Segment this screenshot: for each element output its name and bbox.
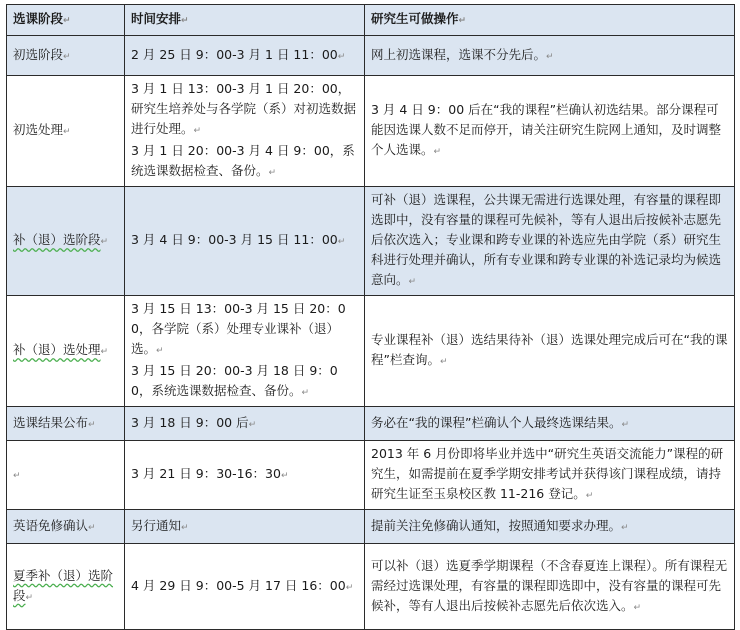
time-cell: 4 月 29 日 9：00-5 月 17 日 16：00↵ [125,544,365,630]
time-cell: 另行通知↵ [125,510,365,544]
time-cell: 3 月 15 日 13：00-3 月 15 日 20：00，各学院（系）处理专业课补（退）选。↵ 3 月 15 日 20：00-3 月 18 日 9：00，系统选课数据检查、备份。↵ [125,296,365,407]
table-row [7,510,735,544]
action-cell: 提前关注免修确认通知，按照通知要求办理。↵ [365,510,735,544]
time-cell: 3 月 1 日 13：00-3 月 1 日 20：00，研究生培养处与各学院（系）对初选数据进行处理。↵ 3 月 1 日 20：00-3 月 4 日 9：00，系统选课数据检查、备份。↵ [125,76,365,187]
action-cell: 可以补（退）选夏季学期课程（不含春夏连上课程）。所有课程无需经过选课处理，有容量的课程即选即中，没有容量的课程可先候补，等有人退出后按候补志愿先后依次选入。↵ [365,544,735,630]
table-row [7,544,735,630]
stage-cell: 补（退）选处理↵ [7,296,125,407]
header-row [7,5,735,36]
time-cell: 2 月 25 日 9：00-3 月 1 日 11：00↵ [125,36,365,76]
stage-cell: 初选处理↵ [7,76,125,187]
header-stage: 选课阶段↵ [7,5,125,36]
table-row [7,76,735,187]
stage-cell: 英语免修确认↵ [7,510,125,544]
stage-cell: 补（退）选阶段↵ [7,187,125,296]
header-time: 时间安排↵ [125,5,365,36]
table-row [7,36,735,76]
table-row [7,441,735,510]
action-cell: 务必在“我的课程”栏确认个人最终选课结果。↵ [365,407,735,441]
schedule-table [6,4,735,630]
time-cell: 3 月 21 日 9：30-16：30↵ [125,441,365,510]
table-row [7,407,735,441]
action-cell: 专业课程补（退）选结果待补（退）选课处理完成后可在“我的课程”栏查询。↵ [365,296,735,407]
time-cell: 3 月 4 日 9：00-3 月 15 日 11：00↵ [125,187,365,296]
stage-cell: 夏季补（退）选阶段↵ [7,544,125,630]
action-cell: 2013 年 6 月份即将毕业并选中“研究生英语交流能力”课程的研究生，如需提前在夏季学期安排考试并获得该门课程成绩，请持研究生证至玉泉校区教 11-216 登记。↵ [365,441,735,510]
action-cell: 网上初选课程，选课不分先后。↵ [365,36,735,76]
table-row [7,187,735,296]
table-row [7,296,735,407]
stage-cell: ↵ [7,441,125,510]
action-cell: 3 月 4 日 9：00 后在“我的课程”栏确认初选结果。部分课程可能因选课人数不足而停开，请关注研究生院网上通知，及时调整个人选课。↵ [365,76,735,187]
action-cell: 可补（退）选课程，公共课无需进行选课处理，有容量的课程即选即中，没有容量的课程可先候补，等有人退出后按候补志愿先后依次选入；专业课和跨专业课的补选应先由学院（系）研究生科进行处理并确认，所有专业课和跨专业课的补选记录均为候选意向。↵ [365,187,735,296]
stage-cell: 选课结果公布↵ [7,407,125,441]
stage-cell: 初选阶段↵ [7,36,125,76]
header-action: 研究生可做操作↵ [365,5,735,36]
time-cell: 3 月 18 日 9：00 后↵ [125,407,365,441]
